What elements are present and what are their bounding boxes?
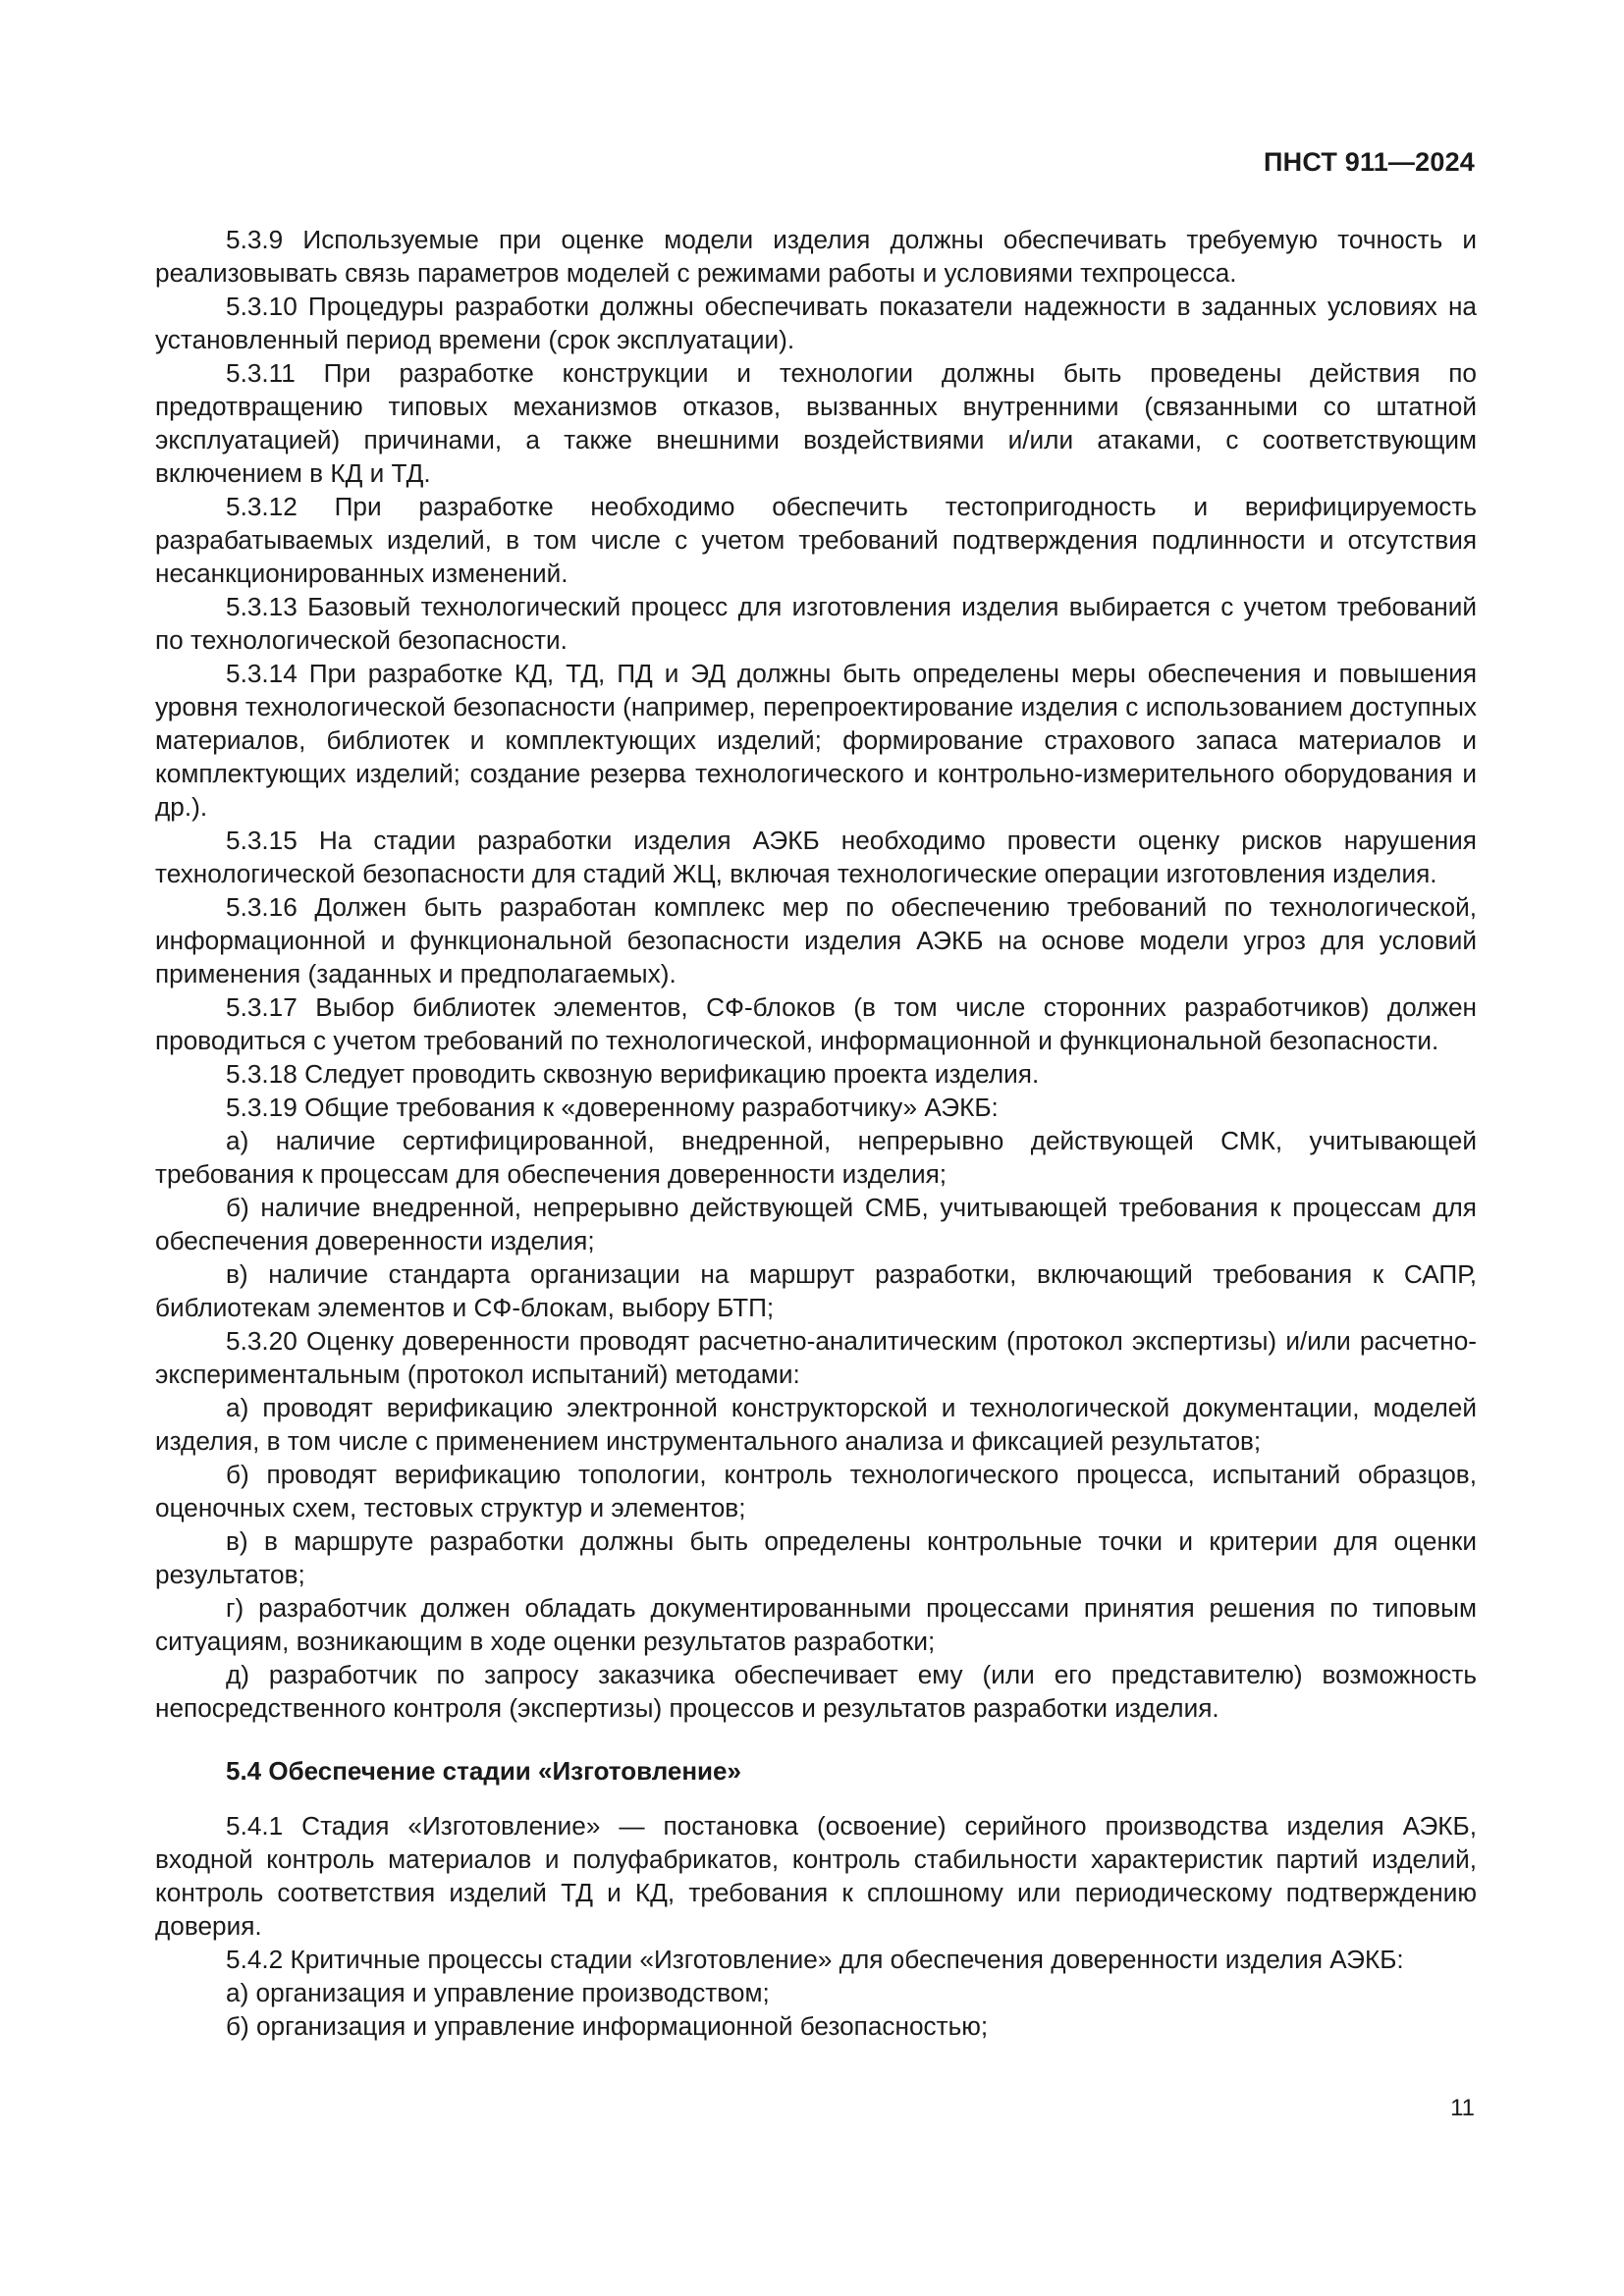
paragraph-5-3-11: 5.3.11 При разработке конструкции и технологии должны быть проведены действия по предотвращению типовых механизмов отказов, вызванных внутренними (связанными со штатной эксплуатацией) причинами, а также внешними воздействиями и/или атаками, с соответствующим включением в КД и ТД. [155,358,1477,488]
paragraph-5-3-20: 5.3.20 Оценку доверенности проводят расчетно-аналитическим (протокол экспертизы) и/или расчетно-экспериментальным (протокол испытаний) методами: [155,1326,1477,1389]
paragraph-5-3-16: 5.3.16 Должен быть разработан комплекс мер по обеспечению требований по технологической, информационной и функциональной безопасности изделия АЭКБ на основе модели угроз для условий применения (заданных и предполагаемых). [155,892,1477,988]
paragraph-5-3-15: 5.3.15 На стадии разработки изделия АЭКБ необходимо провести оценку рисков нарушения технологической безопасности для стадий ЖЦ, включая технологические операции изготовления изделия. [155,826,1477,888]
page-number: 11 [1450,2095,1475,2121]
paragraph-5-3-14: 5.3.14 При разработке КД, ТД, ПД и ЭД должны быть определены меры обеспечения и повышения уровня технологической безопасности (например, перепроектирование изделия с использованием доступных материалов, библиотек и комплектующих изделий; формирование страхового запаса материалов и комплектующих изделий; создание резерва технологического и контрольно-измерительного оборудования и др.). [155,659,1477,822]
paragraph-5-3-12: 5.3.12 При разработке необходимо обеспечить тестопригодность и верифицируемость разрабатываемых изделий, в том числе с учетом требований подтверждения подлинности и отсутствия несанкционированных изменений. [155,492,1477,588]
paragraph-5-3-13: 5.3.13 Базовый технологический процесс для изготовления изделия выбирается с учетом требований по технологической безопасности. [155,592,1477,655]
list-item-5-3-20-b: б) проводят верификацию топологии, контроль технологического процесса, испытаний образцов, оценочных схем, тестовых структур и элементов; [155,1460,1477,1522]
list-item-5-3-19-b: б) наличие внедренной, непрерывно действующей СМБ, учитывающей требования к процессам для обеспечения доверенности изделия; [155,1193,1477,1255]
paragraph-5-3-9: 5.3.9 Используемые при оценке модели изделия должны обеспечивать требуемую точность и реализовывать связь параметров моделей с режимами работы и условиями техпроцесса. [155,225,1477,288]
document-code: ПНСТ 911—2024 [1264,147,1475,177]
list-item-5-3-19-a: а) наличие сертифицированной, внедренной, непрерывно действующей СМК, учитывающей требования к процессам для обеспечения доверенности изделия; [155,1126,1477,1189]
list-item-5-3-19-v: в) наличие стандарта организации на маршрут разработки, включающий требования к САПР, библиотекам элементов и СФ-блокам, выбору БТП; [155,1259,1477,1322]
paragraph-5-3-18: 5.3.18 Следует проводить сквозную верификацию проекта изделия. [226,1059,1040,1089]
paragraph-5-4-1: 5.4.1 Стадия «Изготовление» — постановка (освоение) серийного производства изделия АЭКБ, входной контроль материалов и полуфабрикатов, контроль стабильности характеристик партий изделий, контроль соответствия изделий ТД и КД, требования к сплошному или периодическому подтверждению доверия. [155,1811,1477,1941]
paragraph-5-3-17: 5.3.17 Выбор библиотек элементов, СФ-блоков (в том числе сторонних разработчиков) должен проводиться с учетом требований по технологической, информационной и функциональной безопасности. [155,992,1477,1055]
list-item-5-3-20-v: в) в маршруте разработки должны быть определены контрольные точки и критерии для оценки результатов; [155,1526,1477,1589]
list-item-5-3-20-g: г) разработчик должен обладать документированными процессами принятия решения по типовым ситуациям, возникающим в ходе оценки результатов разработки; [155,1593,1477,1656]
paragraph-5-3-10: 5.3.10 Процедуры разработки должны обеспечивать показатели надежности в заданных условиях на установленный период времени (срок эксплуатации). [155,292,1477,354]
list-item-5-3-20-a: а) проводят верификацию электронной конструкторской и технологической документации, моделей изделия, в том числе с применением инструментального анализа и фиксацией результатов; [155,1393,1477,1456]
list-item-5-4-2-a: а) организация и управление производством; [226,1978,770,2007]
list-item-5-4-2-b: б) организация и управление информационной безопасностью; [226,2011,989,2041]
document-body [155,223,1477,2043]
paragraph-5-3-19: 5.3.19 Общие требования к «доверенному разработчику» АЭКБ: [226,1093,999,1122]
section-heading-5-4: 5.4 Обеспечение стадии «Изготовление» [226,1756,741,1786]
list-item-5-3-20-d: д) разработчик по запросу заказчика обеспечивает ему (или его представителю) возможность непосредственного контроля (экспертизы) процессов и результатов разработки изделия. [155,1660,1477,1723]
paragraph-5-4-2: 5.4.2 Критичные процессы стадии «Изготовление» для обеспечения доверенности изделия АЭКБ: [226,1945,1404,1974]
